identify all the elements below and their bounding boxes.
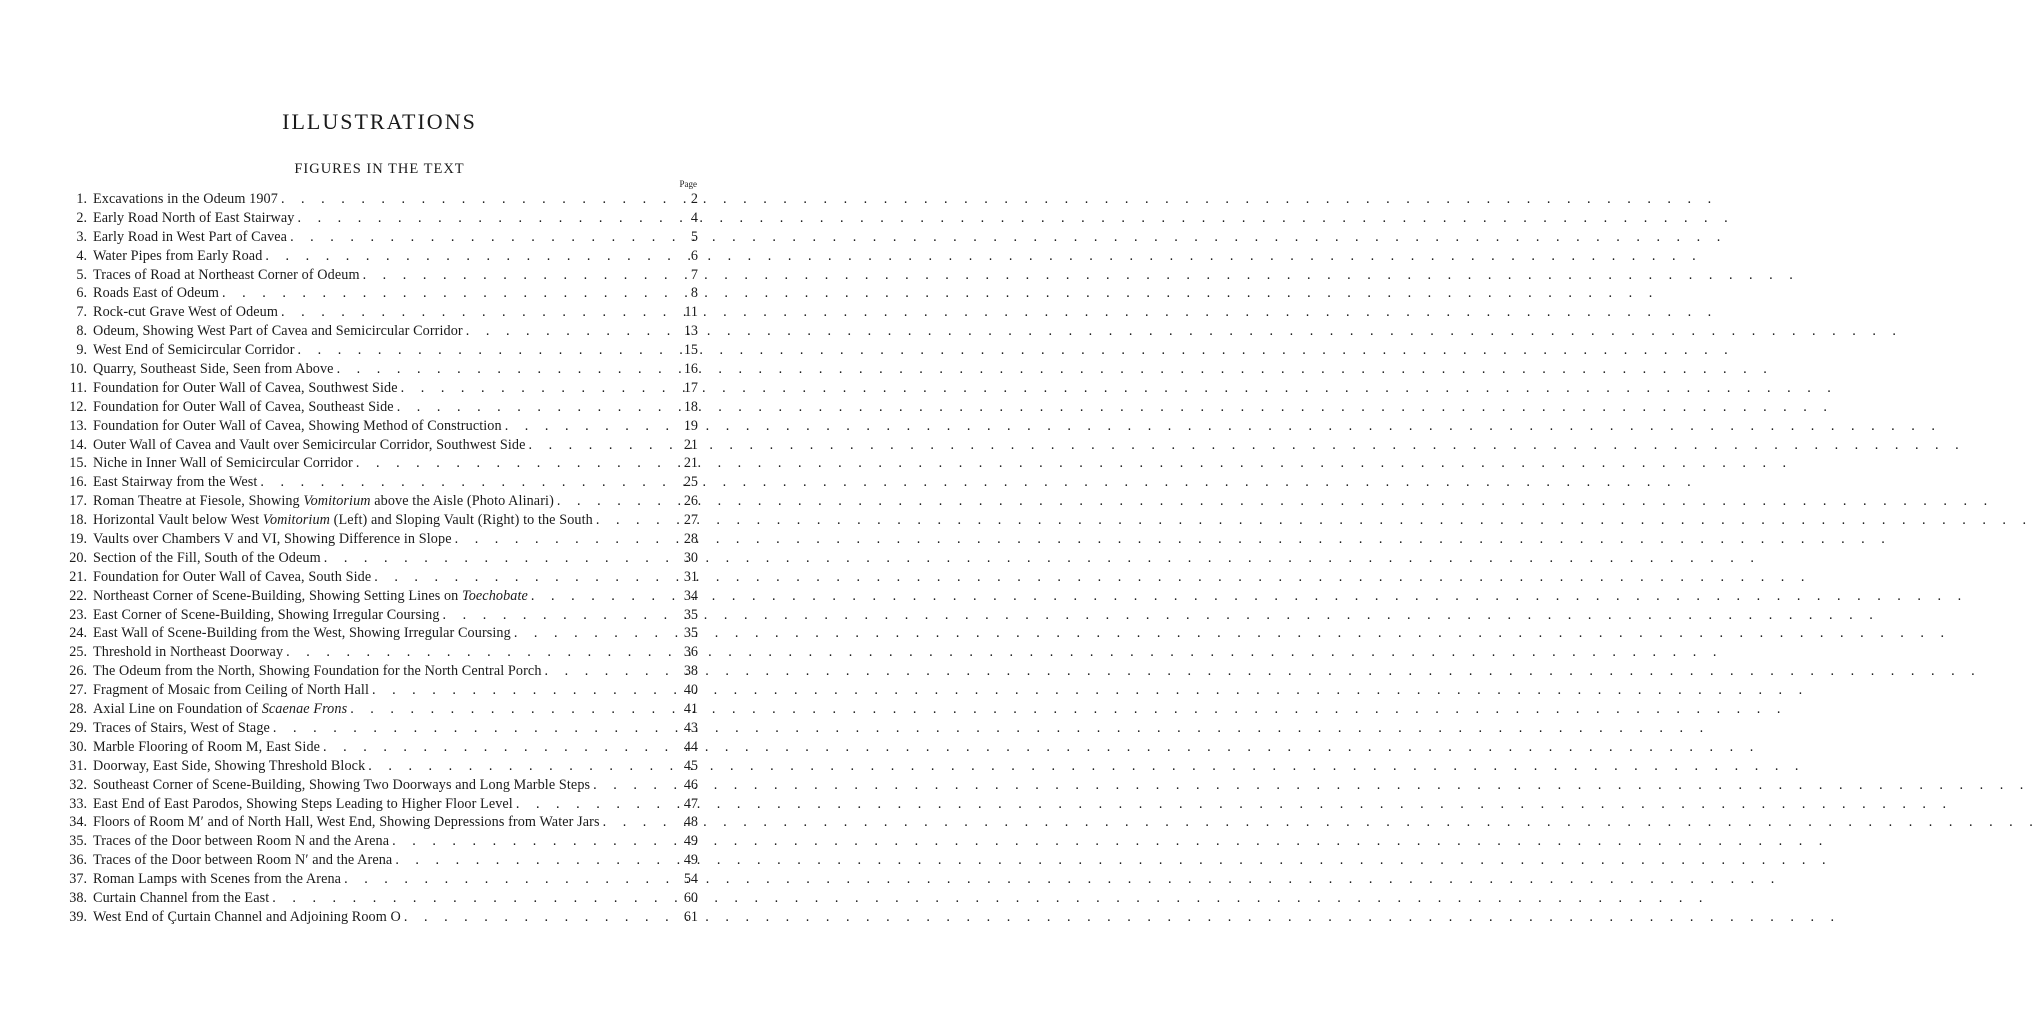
figure-title: Foundation for Outer Wall of Cavea, South Side	[93, 568, 372, 585]
figure-page-number: 27	[683, 512, 698, 529]
figure-page-number: 40	[683, 682, 698, 699]
figure-entry	[50, 587, 698, 606]
figure-entry	[50, 360, 698, 379]
figure-number: 33.	[69, 795, 87, 812]
page-column-header: Page	[679, 179, 697, 189]
dot-leader	[257, 473, 672, 492]
figure-title: Quarry, Southeast Side, Seen from Above	[93, 361, 334, 378]
figure-page-number: 26	[683, 493, 698, 510]
figure-entry	[50, 700, 698, 719]
figure-entry	[50, 379, 698, 398]
figure-entry	[50, 832, 698, 851]
figure-page-number: 36	[683, 644, 698, 661]
dot-leader	[502, 417, 672, 436]
figure-list	[50, 190, 698, 927]
figure-title: Traces of the Door between Room N′ and the Arena	[93, 852, 393, 869]
figure-title	[87, 587, 528, 606]
figure-entry	[50, 738, 698, 757]
figure-title: Niche in Inner Wall of Semicircular Corridor	[93, 455, 353, 472]
figure-page-number: 21	[683, 436, 698, 453]
dot-leader	[463, 322, 672, 341]
dot-leader	[593, 511, 672, 530]
figure-number: 18.	[69, 512, 87, 529]
figure-page-number: 60	[683, 889, 698, 906]
figure-page-number: 25	[683, 474, 698, 491]
dot-leader	[369, 681, 672, 700]
figure-number: 17.	[69, 493, 87, 510]
figure-number: 7.	[76, 304, 87, 321]
figure-page-number: 61	[683, 908, 698, 925]
figure-entry	[50, 568, 698, 587]
figure-page-number: 2	[690, 191, 698, 207]
figure-number: 3.	[76, 228, 87, 245]
figure-page-number: 16	[683, 361, 698, 378]
dot-leader	[347, 700, 672, 719]
figure-title-italic: Vomitorium	[262, 512, 330, 529]
figure-entry	[50, 757, 698, 776]
figure-title: Section of the Fill, South of the Odeum	[93, 549, 321, 566]
dot-leader	[353, 454, 672, 473]
figure-page-number: 45	[683, 757, 698, 774]
figure-number: 23.	[69, 606, 87, 623]
figure-entry	[50, 870, 698, 889]
dot-leader	[511, 624, 672, 643]
figure-entry	[50, 908, 698, 927]
figure-page-number: 8	[690, 285, 698, 302]
figure-number: 5.	[76, 266, 87, 283]
dot-leader	[278, 190, 672, 209]
figure-title: Excavations in the Odeum 1907	[93, 191, 278, 207]
dot-leader	[600, 813, 672, 832]
figure-number: 2.	[76, 209, 87, 226]
dot-leader	[371, 568, 672, 587]
figure-entry	[50, 776, 698, 795]
figure-page-number: 30	[683, 549, 698, 566]
dot-leader	[283, 643, 672, 662]
figure-page-number: 49	[683, 852, 698, 869]
figure-title: Traces of the Door between Room N and the Arena	[93, 833, 390, 850]
figure-number: 31.	[69, 757, 87, 774]
figure-title-text: (Left) and Sloping Vault (Right) to the South	[330, 512, 593, 529]
figure-page-number: 34	[683, 587, 698, 604]
figure-entry	[50, 662, 698, 681]
figure-number: 32.	[69, 776, 87, 793]
figure-entry	[50, 813, 698, 832]
figure-title-italic: Scaenae Frons	[261, 701, 348, 718]
section-title: FIGURES IN THE TEXT	[294, 161, 465, 177]
dot-leader	[394, 398, 672, 417]
figure-entry	[50, 417, 698, 436]
figure-entry	[50, 530, 698, 549]
figure-number: 27.	[69, 682, 87, 699]
figure-page-number: 13	[683, 323, 698, 340]
dot-leader	[287, 228, 672, 247]
page-title: ILLUSTRATIONS	[282, 109, 477, 134]
figure-title: Roads East of Odeum	[93, 285, 220, 302]
figure-number: 8.	[76, 323, 87, 340]
figure-entry	[50, 398, 698, 417]
figure-title-text: Axial Line on Foundation of	[93, 701, 262, 718]
figure-number: 9.	[76, 342, 87, 359]
figure-number: 1.	[76, 191, 87, 207]
dot-leader	[590, 776, 672, 795]
dot-leader	[525, 436, 672, 455]
dot-leader	[554, 492, 672, 511]
figure-page-number: 38	[683, 663, 698, 680]
figure-entry	[50, 341, 698, 360]
figure-number: 25.	[69, 644, 87, 661]
figure-number: 16.	[69, 474, 87, 491]
figure-title: Foundation for Outer Wall of Cavea, Southwest Side	[93, 379, 398, 396]
figure-title: Threshold in Northeast Doorway	[93, 644, 284, 661]
figure-number: 22.	[69, 587, 87, 604]
figure-entry	[50, 473, 698, 492]
figure-title	[87, 700, 347, 719]
figure-title-text: Horizontal Vault below West	[93, 512, 263, 529]
dot-leader	[452, 530, 672, 549]
figure-title: East End of East Parodos, Showing Steps Leading to Higher Floor Level	[93, 795, 513, 812]
figure-title-text: above the Aisle (Photo Alinari)	[370, 493, 554, 510]
figure-page-number: 35	[683, 625, 698, 642]
figure-number: 35.	[69, 833, 87, 850]
figure-entry	[50, 681, 698, 700]
figure-number: 29.	[69, 719, 87, 736]
figure-page-number: 35	[683, 606, 698, 623]
figure-title	[87, 511, 593, 530]
figure-title: Roman Lamps with Scenes from the Arena	[93, 871, 342, 888]
figure-page-number: 7	[690, 266, 698, 283]
figure-title: Vaults over Chambers V and VI, Showing Difference in Slope	[93, 531, 452, 548]
figure-number: 12.	[69, 398, 87, 415]
figure-entry	[50, 436, 698, 455]
figure-page-number: 31	[683, 568, 698, 585]
figure-entry	[50, 492, 698, 511]
figure-title: Early Road North of East Stairway	[93, 209, 295, 226]
figure-title: Foundation for Outer Wall of Cavea, Showing Method of Construction	[93, 417, 502, 434]
figure-title: West End of Çurtain Channel and Adjoining Room O	[93, 908, 401, 925]
dot-leader	[294, 209, 672, 228]
figure-entry	[50, 266, 698, 285]
dot-leader	[513, 795, 672, 814]
figure-entry	[50, 549, 698, 568]
figure-number: 37.	[69, 871, 87, 888]
figure-entry	[50, 303, 698, 322]
figure-title: Southeast Corner of Scene-Building, Showing Two Doorways and Long Marble Steps	[93, 776, 591, 793]
dot-leader	[389, 832, 672, 851]
figure-title: Foundation for Outer Wall of Cavea, Southeast Side	[93, 398, 394, 415]
dot-leader	[398, 379, 672, 398]
dot-leader	[295, 341, 672, 360]
figure-title: Traces of Road at Northeast Corner of Odeum	[93, 266, 360, 283]
figure-number: 34.	[69, 814, 87, 831]
figure-page-number: 54	[683, 871, 698, 888]
figure-page-number: 21	[683, 455, 698, 472]
figure-number: 30.	[69, 738, 87, 755]
figure-entry	[50, 851, 698, 870]
figure-title: East Stairway from the West	[93, 474, 258, 491]
figure-page-number: 47	[683, 795, 698, 812]
figure-title-italic: Toechobate	[462, 587, 528, 604]
dot-leader	[334, 360, 672, 379]
figure-title: Doorway, East Side, Showing Threshold Block	[93, 757, 366, 774]
figure-title: Rock-cut Grave West of Odeum	[93, 304, 278, 321]
figure-title: East Wall of Scene-Building from the West, Showing Irregular Coursing	[93, 625, 511, 642]
figure-number: 20.	[69, 549, 87, 566]
figure-entry	[50, 322, 698, 341]
dot-leader	[542, 662, 672, 681]
dot-leader	[320, 738, 672, 757]
figure-title: West End of Semicircular Corridor	[93, 342, 295, 359]
figure-number: 14.	[69, 436, 87, 453]
figure-entry	[50, 454, 698, 473]
figure-page-number: 5	[690, 228, 698, 245]
figure-entry	[50, 209, 698, 228]
figure-title: Marble Flooring of Room M, East Side	[93, 738, 321, 755]
figure-title: Traces of Stairs, West of Stage	[93, 719, 270, 736]
dot-leader	[528, 587, 672, 606]
figure-number: 15.	[69, 455, 87, 472]
figure-page-number: 17	[683, 379, 698, 396]
figure-number: 4.	[76, 247, 87, 264]
figure-entry	[50, 643, 698, 662]
dot-leader	[219, 284, 672, 303]
figure-page-number: 48	[683, 814, 698, 831]
figure-number: 11.	[69, 379, 87, 396]
figure-title: Water Pipes from Early Road	[93, 247, 263, 264]
figure-entry	[50, 624, 698, 643]
dot-leader	[278, 303, 672, 322]
figure-page-number: 44	[683, 738, 698, 755]
figure-title: Early Road in West Part of Cavea	[93, 228, 288, 245]
figure-page-number: 41	[683, 701, 698, 718]
figure-entry	[50, 606, 698, 625]
dot-leader	[321, 549, 672, 568]
figure-number: 38.	[69, 889, 87, 906]
figure-page-number: 18	[683, 398, 698, 415]
dot-leader	[401, 908, 672, 927]
figure-title: Floors of Room M′ and of North Hall, West End, Showing Depressions from Water Jars	[93, 814, 600, 831]
figure-entry	[50, 247, 698, 266]
figure-page-number: 28	[683, 531, 698, 548]
dot-leader	[360, 266, 672, 285]
figure-entry	[50, 228, 698, 247]
figure-entry	[50, 284, 698, 303]
figure-title	[87, 492, 554, 511]
dot-leader	[269, 889, 672, 908]
figure-page-number: 49	[683, 833, 698, 850]
figure-title-text: Northeast Corner of Scene-Building, Showing Setting Lines on	[93, 587, 463, 604]
figure-entry	[50, 889, 698, 908]
dot-leader	[270, 719, 672, 738]
figure-number: 39.	[69, 908, 87, 925]
figure-title-italic: Vomitorium	[303, 493, 371, 510]
figure-number: 6.	[76, 285, 87, 302]
figure-title: Fragment of Mosaic from Ceiling of North Hall	[93, 682, 369, 699]
figure-entry	[50, 719, 698, 738]
figure-page-number: 46	[683, 776, 698, 793]
figure-title-text: Roman Theatre at Fiesole, Showing	[93, 493, 304, 510]
figure-number: 36.	[69, 852, 87, 869]
figure-number: 10.	[69, 361, 87, 378]
figure-number: 26.	[69, 663, 87, 680]
figure-number: 28.	[69, 701, 87, 718]
figure-entry	[50, 511, 698, 530]
figure-number: 21.	[69, 568, 87, 585]
figure-title: Odeum, Showing West Part of Cavea and Semicircular Corridor	[93, 323, 463, 340]
figure-entry	[50, 190, 698, 209]
figure-title: Curtain Channel from the East	[93, 889, 270, 906]
dot-leader	[365, 757, 672, 776]
figure-page-number: 15	[683, 342, 698, 359]
figure-page-number: 4	[690, 209, 698, 226]
figure-page-number: 43	[683, 719, 698, 736]
figure-number: 19.	[69, 531, 87, 548]
figure-page-number: 6	[690, 247, 698, 264]
figure-title: The Odeum from the North, Showing Foundation for the North Central Porch	[93, 663, 542, 680]
figure-title: Outer Wall of Cavea and Vault over Semicircular Corridor, Southwest Side	[93, 436, 526, 453]
figure-number: 13.	[69, 417, 87, 434]
dot-leader	[440, 606, 672, 625]
figure-title: East Corner of Scene-Building, Showing Irregular Coursing	[93, 606, 440, 623]
figure-page-number: 19	[683, 417, 698, 434]
figure-page-number: 11	[684, 304, 698, 321]
dot-leader	[262, 247, 672, 266]
dot-leader	[392, 851, 672, 870]
figure-entry	[50, 795, 698, 814]
dot-leader	[341, 870, 672, 889]
figure-number: 24.	[69, 625, 87, 642]
